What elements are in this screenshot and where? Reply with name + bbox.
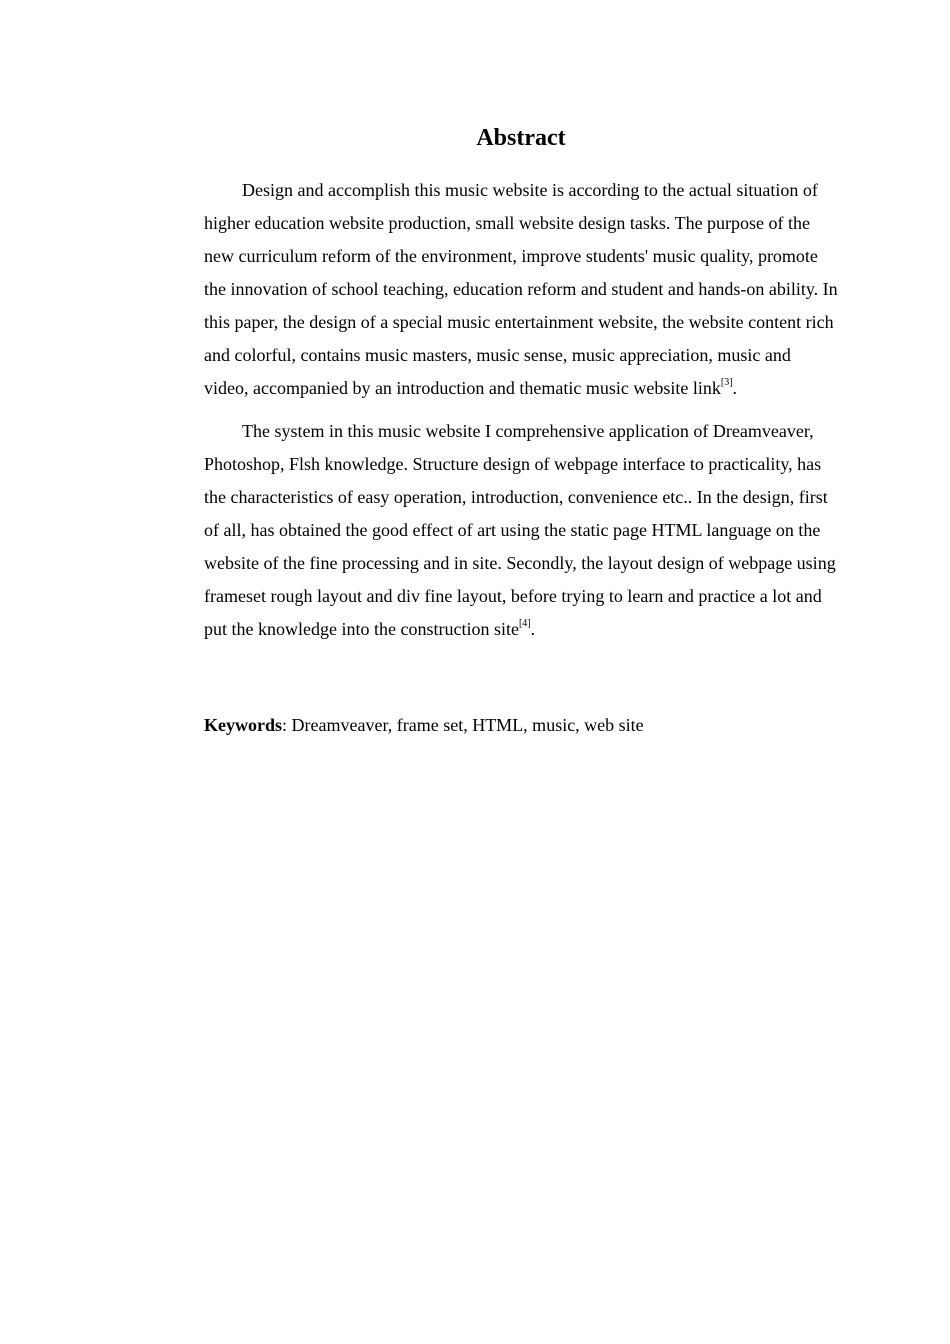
keywords-separator: :	[282, 715, 292, 735]
abstract-title: Abstract	[476, 125, 566, 151]
paragraph-1-end: .	[732, 378, 738, 398]
keywords-values: Dreamveaver, frame set, HTML, music, web site	[291, 715, 644, 735]
citation-3: [3]	[720, 377, 733, 388]
citation-4: [4]	[518, 618, 531, 629]
abstract-section	[204, 122, 838, 742]
paragraph-2-end: .	[530, 619, 536, 639]
keywords-label: Keywords	[204, 715, 282, 735]
paragraph-2-text: The system in this music website I comprehensive application of Dreamveaver, Photoshop, Flsh knowledge. Structure design of webpage interface to practicality, has the characteristics of easy operation, introduction, convenience etc.. In the design, first of all, has obtained the good effect of art using the static page HTML language on the website of the fine processing and in site. Secondly, the layout design of webpage using frameset rough layout and div fine layout, before trying to learn and practice a lot and put the knowledge into the construction site	[204, 421, 836, 639]
paragraph-1-text: Design and accomplish this music website is according to the actual situation of higher education website production, small website design tasks. The purpose of the new curriculum reform of the environment, improve students' music quality, promote the innovation of school teaching, education reform and student and hands-on ability. In this paper, the design of a special music entertainment website, the website content rich and colorful, contains music masters, music sense, music appreciation, music and video, accompanied by an introduction and thematic music website link	[204, 180, 838, 398]
abstract-paragraph-1	[204, 174, 838, 405]
keywords-line	[204, 709, 838, 742]
abstract-paragraph-2	[204, 415, 838, 646]
